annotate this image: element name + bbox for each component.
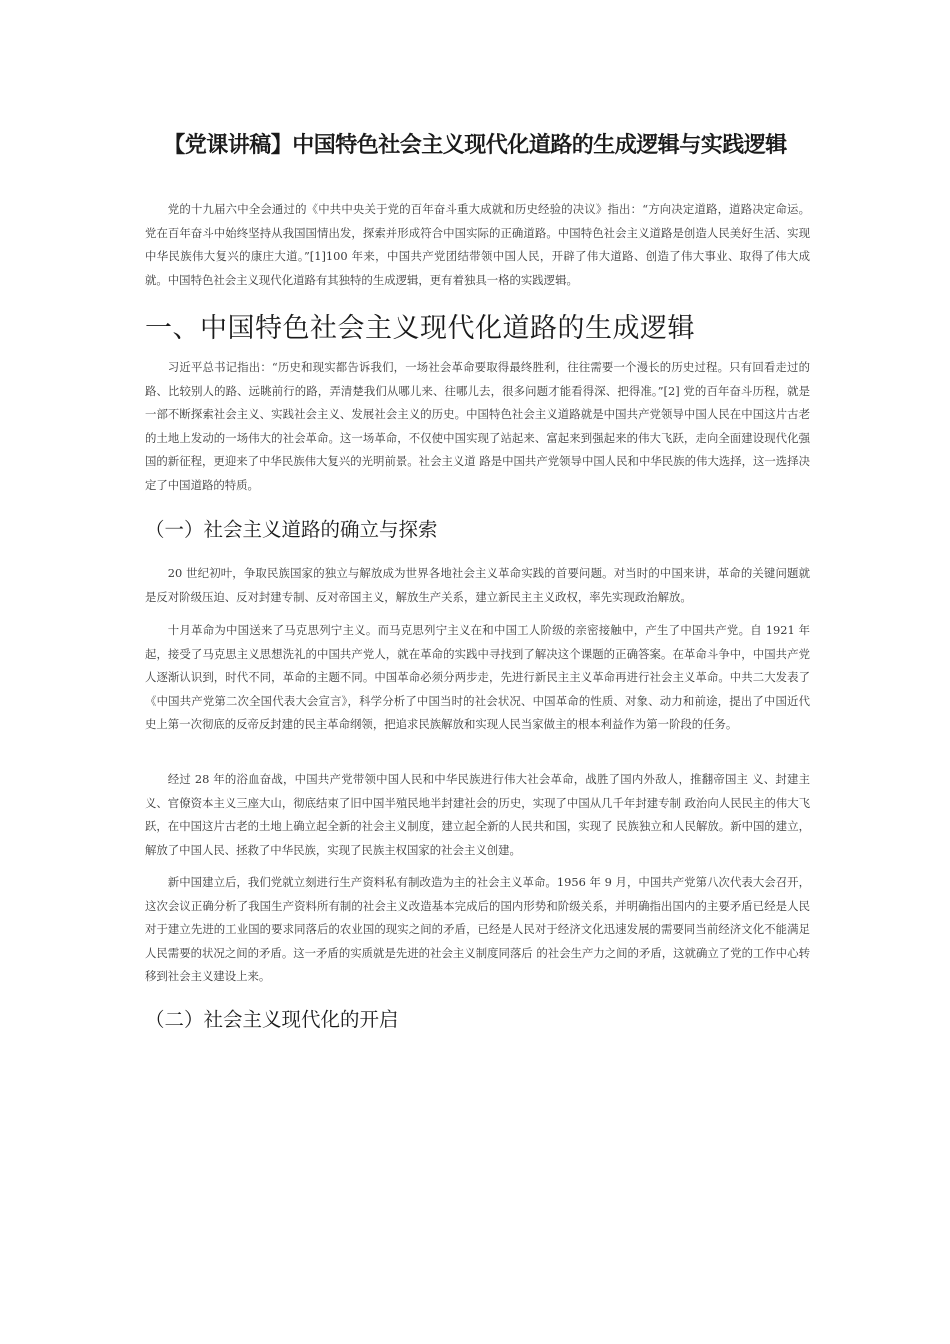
section-heading-1: 一、中国特色社会主义现代化道路的生成逻辑 (145, 313, 695, 344)
paragraph-3: 经过 28 年的浴血奋战，中国共产党带领中国人民和中华民族进行伟大社会革命，战胜了国内外敌人，推翻帝国主 义、封建主义、官僚资本主义三座大山，彻底结束了旧中国半殖民地半封建社会的历史，实现了中国从几千年封建专制 政治向人民民主的伟大飞跃，在中国这片古老的土地上确立起全新的社会主义制度，建立起全新的人民共和国，实现了 民族独立和人民解放。新中国的建立，解放了中国人民、拯救了中华民族，实现了民族主权国家的社会主义创建。 (145, 772, 810, 857)
subsection-heading-2: （二）社会主义现代化的开启 (145, 1008, 399, 1031)
paragraph-1: 20 世纪初叶，争取民族国家的独立与解放成为世界各地社会主义革命实践的首要问题。对当时的中国来讲，革命的关键问题就是反对阶级压迫、反对封建专制、反对帝国主义，解放生产关系，建立新民主主义政权，率先实现政治解放。 (145, 566, 810, 604)
section-1-intro-paragraph: 习近平总书记指出：“历史和现实都告诉我们，一场社会革命要取得最终胜利，往往需要一个漫长的历史过程。只有回看走过的路、比较别人的路、远眺前行的路，弄清楚我们从哪儿来、往哪儿去，很多问题才能看得深、把得准。”[2] 党的百年奋斗历程，就是一部不断探索社会主义、实践社会主义、发展社会主义的历史。中国特色社会主义道路就是中国共产党领导中国人民在中国这片古老的土地上发动的一场伟大的社会革命。这一场革命，不仅使中国实现了站起来、富起来到强起来的伟大飞跃，走向全面建设现代化强国的新征程，更迎来了中华民族伟大复兴的光明前景。社会主义道 路是中国共产党领导中国人民和中华民族的伟大选择，这一选择决定了中国道路的特质。 (145, 360, 810, 492)
document-title: 【党课讲稿】中国特色社会主义现代化道路的生成逻辑与实践逻辑 (163, 133, 787, 158)
subsection-heading-1: （一）社会主义道路的确立与探索 (145, 518, 438, 541)
paragraph-2: 十月革命为中国送来了马克思列宁主义。而马克思列宁主义在和中国工人阶级的亲密接触中，产生了中国共产党。自 1921 年起，接受了马克思主义思想洗礼的中国共产党人，就在革命的实践中寻找到了解决这个课题的正确答案。在革命斗争中，中国共产党人逐渐认识到，时代不同，革命的主题不同。中国革命必须分两步走，先进行新民主主义革命再进行社会主义革命。中共二大发表了《中国共产党第二次全国代表大会宣言》，科学分析了中国当时的社会状况、中国革命的性质、对象、动力和前途，提出了中国近代史上第一次彻底的反帝反封建的民主革命纲领，把追求民族解放和实现人民当家做主的根本利益作为第一阶段的任务。 (145, 623, 810, 732)
intro-paragraph: 党的十九届六中全会通过的《中共中央关于党的百年奋斗重大成就和历史经验的决议》指出：“方向决定道路，道路决定命运。党在百年奋斗中始终坚持从我国国情出发，探索并形成符合中国实际的正确道路。中国特色社会主义道路是创造人民美好生活、实现中华民族伟大复兴的康庄大道。”[1]100 年来，中国共产党团结带领中国人民，开辟了伟大道路、创造了伟大事业、取得了伟大成就。中国特色社会主义现代化道路有其独特的生成逻辑，更有着独具一格的实践逻辑。 (145, 202, 810, 287)
paragraph-4: 新中国建立后，我们党就立刻进行生产资料私有制改造为主的社会主义革命。1956 年 9 月，中国共产党第八次代表大会召开，这次会议正确分析了我国生产资料所有制的社会主义改造基本完成后的国内形势和阶级关系，并明确指出国内的主要矛盾已经是人民对于建立先进的工业国的要求同落后的农业国的现实之间的矛盾，已经是人民对于经济文化迅速发展的需要同当前经济文化不能满足人民需要的状况之间的矛盾。这一矛盾的实质就是先进的社会主义制度同落后 的社会生产力之间的矛盾，这就确立了党的工作中心转移到社会主义建设上来。 (145, 875, 810, 984)
